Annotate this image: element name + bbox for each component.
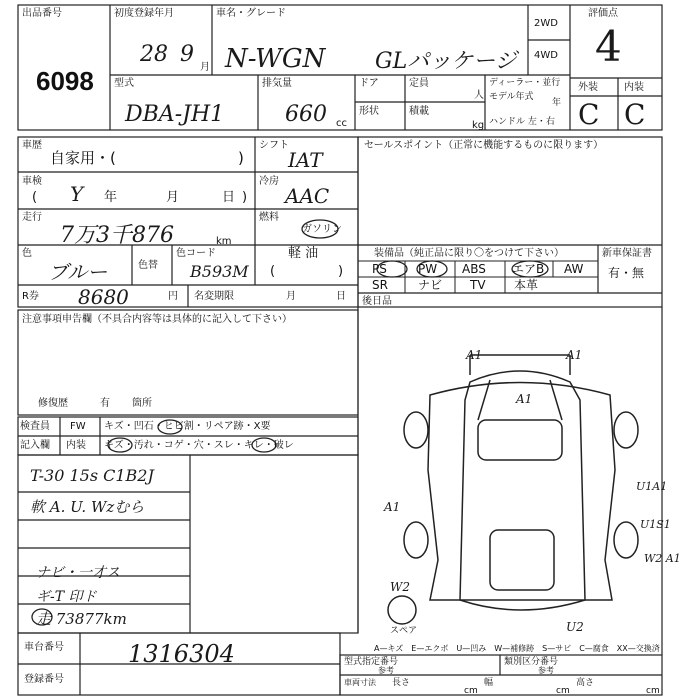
diagram-mark-right-quarter: W2 A1 — [644, 552, 681, 565]
load-unit: kg — [472, 120, 485, 131]
car-grade: GLパッケージ — [375, 49, 517, 74]
category-label: 類別区分番号 — [504, 657, 559, 667]
rear-seat-label: 後日品 — [362, 296, 392, 307]
mileage-unit: km — [216, 236, 232, 247]
registration-label: 登録番号 — [24, 674, 64, 685]
displacement-label: 排気量 — [262, 78, 292, 89]
lot-label: 出品番号 — [22, 8, 62, 19]
color-code-label: 色コード — [176, 248, 216, 259]
drive-2wd: 2WD — [534, 18, 558, 29]
car-model: N-WGN — [225, 44, 326, 74]
diagram-mark-right-rear: U1S1 — [640, 518, 671, 531]
displacement-unit: cc — [336, 118, 347, 129]
checker-interior-items: キズ・汚れ・コゲ・穴・スレ・キレ・破レ — [104, 440, 294, 451]
diagram-mark-rear-bumper: U2 — [566, 620, 584, 634]
inspector-note-4: ギ-T 印ド — [36, 589, 97, 605]
equip-abs: ABS — [462, 262, 486, 276]
load-label: 積載 — [409, 106, 429, 117]
spare-label: スペア — [390, 626, 418, 636]
repair-unit: 箇所 — [132, 398, 152, 409]
recycle-unit: 円 — [168, 291, 178, 302]
capacity-unit: 人 — [474, 90, 484, 101]
color-value: ブルー — [48, 260, 108, 284]
diagram-mark-right-door: U1A1 — [636, 480, 668, 493]
mileage-value: 7万3千876 — [60, 223, 174, 248]
inspection-month: 月 — [166, 190, 180, 205]
inspection-close: ) — [242, 190, 248, 205]
first-reg-year: 28 — [140, 42, 168, 67]
new-warranty-value: 有・無 — [608, 266, 645, 280]
capacity-label: 定員 — [409, 78, 429, 89]
recycle-value: 8680 — [78, 285, 129, 309]
inspector-note-3: ナビ・一才ス — [36, 565, 120, 581]
history-close: ) — [238, 149, 244, 167]
inspection-day: 日 — [222, 190, 236, 205]
interior-grade: C — [624, 98, 646, 131]
fuel-label: 燃料 — [259, 212, 279, 223]
repair-value: 有 — [100, 398, 110, 409]
equip-tv: TV — [470, 278, 486, 292]
lot-number: 6098 — [36, 66, 94, 96]
fuel-diesel: 軽 油 — [288, 246, 319, 261]
inspection-open: ( — [32, 190, 38, 205]
fuel-gasoline: ガソリン — [302, 224, 342, 235]
new-warranty-label: 新車保証書 — [602, 248, 652, 259]
warranty-day: 日 — [336, 291, 346, 302]
score-value: 4 — [595, 22, 622, 71]
car-number-label: 車台番号 — [24, 642, 64, 653]
length-label: 長さ — [392, 678, 411, 688]
sales-points-label: セールスポイント（正常に機能するものに限ります） — [364, 140, 604, 151]
dealer-label: ディーラー・並行 — [489, 78, 561, 88]
notes-label: 注意事項申告欄（不具合内容等は具体的に記入して下さい） — [22, 314, 292, 325]
type-no-label: 型式指定番号 — [344, 657, 399, 667]
warranty-label: 名変期限 — [194, 291, 234, 302]
type-value: DBA-JH1 — [125, 102, 225, 127]
height-label: 高さ — [576, 678, 595, 688]
diagram-mark-left-side: A1 — [384, 500, 401, 514]
cooler-value: AAC — [285, 184, 330, 208]
cooler-label: 冷房 — [259, 176, 279, 187]
month-unit: 月 — [200, 62, 210, 73]
equip-pw: PW — [418, 262, 438, 276]
fuel-close: ) — [338, 264, 344, 279]
equip-ps: PS — [372, 262, 387, 276]
doors-label: ドア — [359, 78, 379, 89]
equip-leather: 本革 — [514, 278, 539, 292]
score-label: 評価点 — [588, 8, 618, 19]
checker-label-2: 記入欄 — [20, 440, 50, 451]
first-reg-month: 9 — [180, 42, 194, 67]
shift-value: IAT — [288, 148, 323, 172]
height-unit: cm — [646, 686, 660, 696]
fuel-open: ( — [270, 264, 276, 279]
damage-legend: A—キズ E—エクボ U—凹み W—補修跡 S—サビ C—腐食 XX—交換済 — [374, 644, 660, 653]
inspection-label: 車検 — [22, 176, 42, 187]
equip-airbag: エアB — [512, 262, 545, 276]
model-year-label: モデル年式 — [489, 92, 534, 102]
repair-label: 修復歴 — [38, 398, 68, 409]
checker-fw-items: キズ・凹石・ヒビ割・リペア跡・X要 — [104, 421, 271, 432]
dims-label: 車両寸法 — [344, 678, 376, 687]
shift-label: シフト — [259, 140, 289, 151]
exterior-label: 外装 — [578, 82, 598, 93]
equip-sr: SR — [372, 278, 388, 292]
width-unit: cm — [556, 686, 570, 696]
exterior-grade: C — [578, 98, 600, 131]
inspector-note-5: 走 73877km — [36, 610, 127, 628]
car-number-value: 1316304 — [128, 640, 235, 668]
diagram-mark-front-left: A1 — [466, 348, 483, 362]
checker-interior: 内装 — [66, 440, 86, 451]
inspection-year: 年 — [104, 190, 118, 205]
recycle-label: R券 — [22, 291, 39, 302]
handle-label: ハンドル 左・右 — [489, 117, 555, 127]
history-value: 自家用・( — [50, 149, 116, 167]
history-label: 車歴 — [22, 140, 42, 151]
inspector-note-2: 軟 A. U. Wzむら — [30, 498, 145, 516]
color-code-value: B593M — [190, 262, 249, 281]
equipment-label: 装備品（純正品に限り〇をつけて下さい） — [374, 248, 564, 259]
car-name-label: 車名・グレード — [216, 8, 286, 19]
shape-label: 形状 — [359, 106, 379, 117]
car-diagram — [388, 355, 638, 624]
interior-label: 内装 — [624, 82, 644, 93]
category-ref: 参考 — [538, 666, 554, 675]
color-change-label: 色替 — [138, 260, 158, 271]
length-unit: cm — [464, 686, 478, 696]
checker-fw: FW — [70, 421, 86, 432]
drive-4wd: 4WD — [534, 50, 558, 61]
diagram-mark-hood: A1 — [516, 392, 533, 406]
diagram-mark-rear-left: W2 — [390, 580, 410, 594]
type-no-ref: 参考 — [378, 666, 394, 675]
first-reg-label: 初度登録年月 — [114, 8, 174, 19]
width-label: 幅 — [484, 678, 494, 688]
equip-aw: AW — [564, 262, 584, 276]
warranty-month: 月 — [286, 291, 296, 302]
inspection-value: Y — [70, 182, 84, 206]
displacement-value: 660 — [285, 102, 327, 127]
type-label: 型式 — [114, 78, 134, 89]
model-year-unit: 年 — [552, 98, 562, 108]
mileage-label: 走行 — [22, 212, 42, 223]
checker-label-1: 検査員 — [20, 421, 50, 432]
inspector-note-1: T-30 15s C1B2J — [30, 466, 154, 485]
diagram-mark-front-right: A1 — [566, 348, 583, 362]
equip-navi: ナビ — [418, 278, 443, 292]
color-label: 色 — [22, 248, 32, 259]
